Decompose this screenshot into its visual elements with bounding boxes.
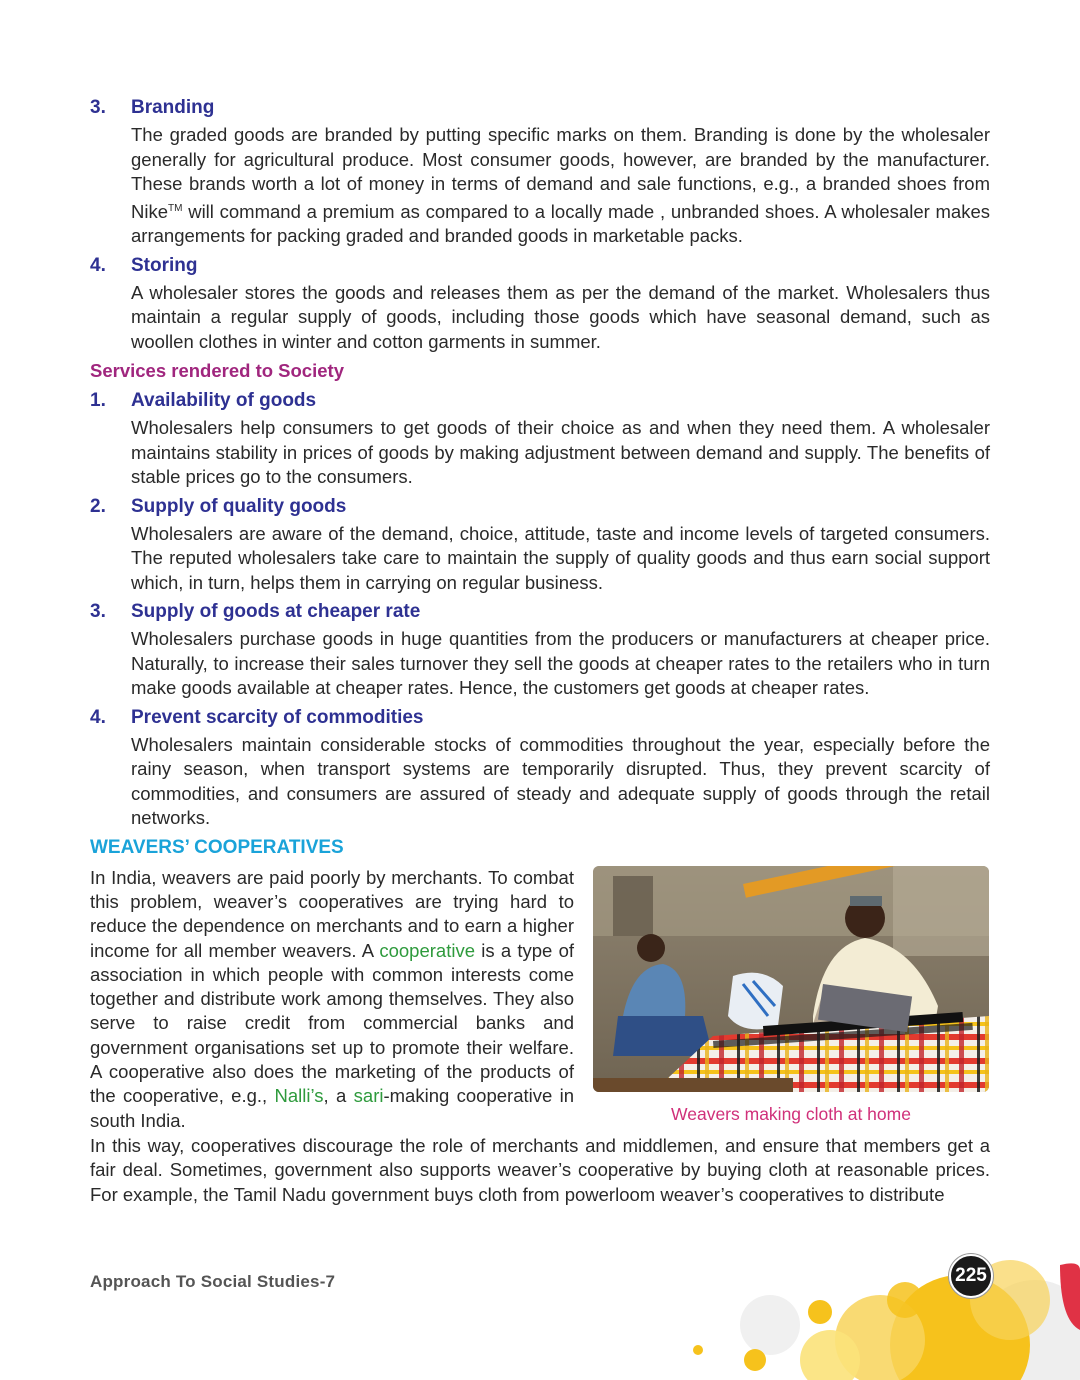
photo-caption: Weavers making cloth at home: [671, 1103, 911, 1124]
quality-paragraph: Wholesalers are aware of the demand, choice, attitude, taste and income levels of targeted consumers. The reputed wholesalers take care to maintain the supply of quality goods and thus earn social support which, in turn, helps them in carrying on regular business.: [131, 522, 990, 593]
item-heading: Availability of goods: [131, 390, 317, 412]
item-number: 4.: [90, 254, 106, 276]
item-heading: Supply of goods at cheaper rate: [131, 601, 421, 623]
section-heading-weavers: WEAVERS’ COOPERATIVES: [90, 836, 344, 858]
weavers-conclusion-paragraph: In this way, cooperatives discourage the role of merchants and middlemen, and ensure that members get a fair deal. Sometimes, government also supports weaver’s cooperative by buying cloth at reasonable prices. For example, the Tamil Nadu government buys cloth from powerloom weaver’s cooperatives to distribute: [90, 1134, 990, 1205]
item-number: 2.: [90, 495, 106, 517]
storing-paragraph: A wholesaler stores the goods and releases them as per the demand of the market. Wholesalers thus maintain a regular supply of goods, including those goods which have seasonal demand, such as woollen clothes in winter and cotton garments in summer.: [131, 281, 990, 352]
scarcity-paragraph: Wholesalers maintain considerable stocks of commodities throughout the year, especially before the rainy season, when transport systems are temporarily disrupted. Thus, they prevent scarcity of commodities, and consumers are assured of steady and adequate supply of goods through the retail networks.: [131, 733, 990, 829]
page-number: 225: [949, 1254, 993, 1298]
section-heading-society: Services rendered to Society: [90, 360, 344, 382]
item-number: 1.: [90, 390, 106, 412]
item-heading: Branding: [131, 97, 215, 118]
item-heading: Supply of quality goods: [131, 495, 347, 517]
cheaper-rate-paragraph: Wholesalers purchase goods in huge quantities from the producers or manufacturers at cheaper price. Naturally, to increase their sales turnover they sell the goods at cheaper rates to the retailers who in turn make goods available at cheaper rates. Hence, the customers get goods at cheaper rates.: [131, 628, 990, 699]
book-title: Approach To Social Studies-7: [90, 1272, 336, 1291]
branding-paragraph: The graded goods are branded by putting specific marks on them. Branding is done by the wholesaler generally for agricultural produce. Most consumer goods, however, are branded by the manufacturer. These brands worth a lot of money in terms of demand and sale functions, e.g., a branded shoes from Nike™ will command a premium as compared to a locally made , unbranded shoes. A wholesaler makes arrangements for packing graded and branded goods in marketable packs.: [131, 124, 990, 247]
term-sari: sari: [353, 1085, 384, 1107]
weavers-paragraph: In India, weavers are paid poorly by merchants. To combat this problem, weaver’s cooperatives are trying hard to reduce the dependence on merchants and to earn a higher income for all member weavers. A cooperative is a type of association in which people with common interests come together and distribute work among themselves. They also serve to raise credit from commercial banks and government organisations set up to promote their welfare. A cooperative also does the marketing of the products of the cooperative, e.g., Nalli’s, a sari-making cooperative in south India.: [90, 866, 575, 1131]
term-nallis: Nalli’s: [274, 1085, 324, 1107]
term-cooperative: cooperative: [379, 939, 475, 961]
item-heading: Prevent scarcity of commodities: [131, 706, 424, 728]
availability-paragraph: Wholesalers help consumers to get goods of their choice as and when they need them. A wholesaler maintains stability in prices of goods by making adjustment between demand and supply. The benefits of stable prices go to the consumers.: [131, 417, 990, 488]
item-number: 4.: [90, 706, 106, 728]
item-number: 3.: [90, 601, 106, 623]
trademark-mark: TM: [168, 202, 183, 214]
item-heading: Storing: [131, 254, 198, 276]
item-number: 3.: [90, 97, 106, 118]
